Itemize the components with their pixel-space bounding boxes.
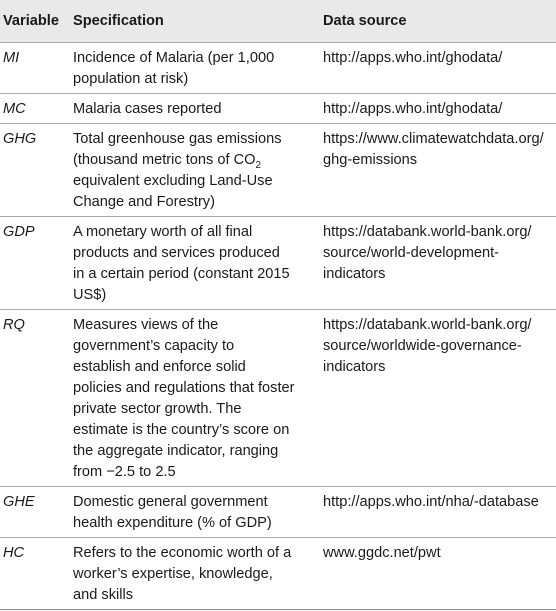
spec-line: Incidence of Malaria (per 1,000 [73, 50, 275, 66]
table-row [0, 124, 556, 217]
specification-cell [65, 94, 313, 124]
spec-line: A monetary worth of all final [73, 224, 253, 240]
table-row [0, 538, 556, 610]
spec-line: health expenditure (% of GDP) [73, 515, 272, 531]
source-line: indicators [323, 266, 386, 282]
spec-line: and skills [73, 587, 134, 603]
spec-line: Measures views of the [73, 317, 219, 333]
table-row [0, 217, 556, 310]
spec-line: Total greenhouse gas emissions [73, 131, 282, 147]
source-line: source/worldwide-governance- [323, 338, 522, 354]
specification-cell [65, 217, 313, 310]
table-row [0, 43, 556, 94]
subscript: 2 [255, 159, 262, 171]
header-variable: Variable [0, 0, 65, 43]
spec-line: government’s capacity to [73, 338, 235, 354]
source-line: https://databank.world-bank.org/ [323, 317, 532, 333]
spec-line: US$) [73, 287, 107, 303]
table-row [0, 310, 556, 487]
data-source-cell [313, 538, 556, 610]
source-line: indicators [323, 359, 386, 375]
specification-cell [65, 43, 313, 94]
spec-line: the aggregate indicator, ranging [73, 443, 279, 459]
table-row [0, 94, 556, 124]
header-data-source: Data source [313, 0, 556, 43]
spec-line: Domestic general government [73, 494, 268, 510]
spec-line: Change and Forestry) [73, 194, 215, 210]
source-line: http://apps.who.int/ghodata/ [323, 101, 503, 117]
specification-cell [65, 124, 313, 217]
spec-text: (thousand metric tons of CO [73, 152, 256, 168]
data-source-cell [313, 94, 556, 124]
variable-cell: GHE [0, 487, 65, 538]
source-line: source/world-development- [323, 245, 500, 261]
specification-cell [65, 310, 313, 487]
spec-line: Malaria cases reported [73, 101, 222, 117]
data-source-cell [313, 310, 556, 487]
table-row [0, 487, 556, 538]
spec-line: worker’s expertise, knowledge, [73, 566, 273, 582]
variable-cell: GDP [0, 217, 65, 310]
spec-line: policies and regulations that foster [73, 380, 295, 396]
data-source-cell [313, 217, 556, 310]
header-row [0, 0, 556, 43]
source-line: http://apps.who.int/ghodata/ [323, 50, 503, 66]
spec-line: equivalent excluding Land-Use [73, 173, 273, 189]
spec-line: population at risk) [73, 71, 189, 87]
table-body [0, 43, 556, 610]
variable-cell: GHG [0, 124, 65, 217]
data-source-cell [313, 124, 556, 217]
table-header [0, 0, 556, 43]
spec-line: products and services produced [73, 245, 280, 261]
variable-cell: MI [0, 43, 65, 94]
header-specification: Specification [65, 0, 313, 43]
specification-cell [65, 487, 313, 538]
source-line: https://www.climatewatchdata.org/ [323, 131, 544, 147]
spec-line [73, 150, 309, 171]
source-line: http://apps.who.int/nha/-database [323, 494, 539, 510]
source-line: https://databank.world-bank.org/ [323, 224, 532, 240]
data-source-cell [313, 487, 556, 538]
specification-cell [65, 538, 313, 610]
spec-line: private sector growth. The [73, 401, 242, 417]
spec-line: estimate is the country’s score on [73, 422, 290, 438]
variable-cell: HC [0, 538, 65, 610]
spec-line: establish and enforce solid [73, 359, 246, 375]
spec-line: Refers to the economic worth of a [73, 545, 292, 561]
variable-cell: MC [0, 94, 65, 124]
spec-line: in a certain period (constant 2015 [73, 266, 290, 282]
source-line: www.ggdc.net/pwt [323, 545, 441, 561]
source-line: ghg-emissions [323, 152, 418, 168]
spec-line: from −2.5 to 2.5 [73, 464, 176, 480]
variable-cell: RQ [0, 310, 65, 487]
data-source-cell [313, 43, 556, 94]
